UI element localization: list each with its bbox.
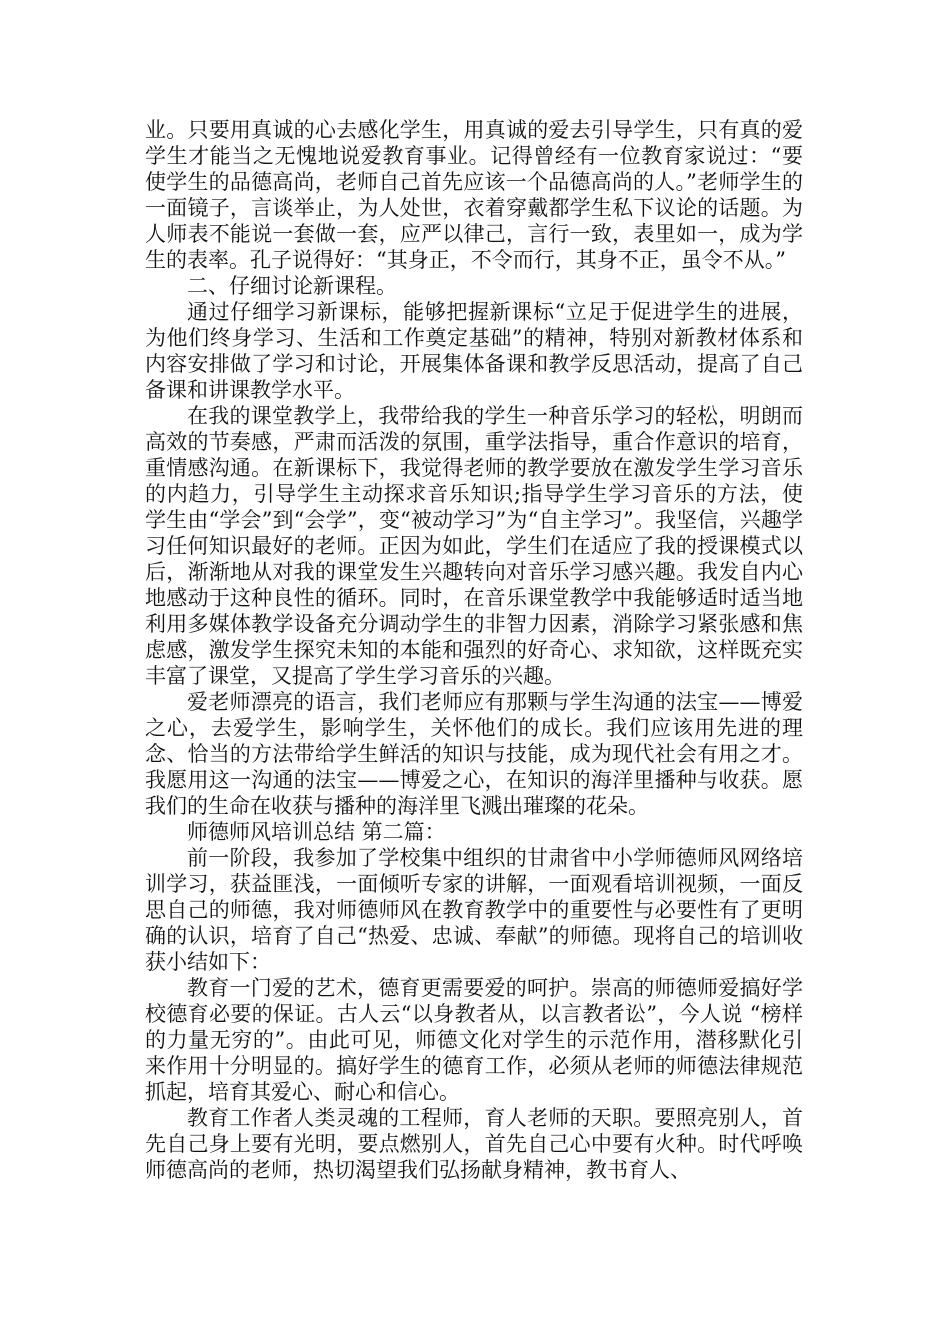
paragraph: 业。只要用真诚的心去感化学生，用真诚的爱去引导学生，只有真的爱学生才能当之无愧地说爱教育事业。记得曾经有一位教育家说过：“要使学生的品德高尚，老师自己首先应该一个品德高尚的人。”老师学生的一面镜子，言谈举止，为人处世，衣着穿戴都学生私下议论的话题。为人师表不能说一套做一套，应严以律己，言行一致，表里如一，成为学生的表率。孔子说得好：“其身正，不令而行，其身不正，虽令不从。”: [145, 118, 803, 272]
paragraph: 在我的课堂教学上，我带给我的学生一种音乐学习的轻松，明朗而高效的节奏感，严肃而活泼的氛围，重学法指导，重合作意识的培育，重情感沟通。在新课标下，我觉得老师的教学要放在激发学生学习音乐的内趋力，引导学生主动探求音乐知识;指导学生学习音乐的方法，使学生由“学会”到“会学”，变“被动学习”为“自主学习”。我坚信，兴趣学习任何知识最好的老师。正因为如此，学生们在适应了我的授课模式以后，渐渐地从对我的课堂发生兴趣转向对音乐学习感兴趣。我发自内心地感动于这种良性的循环。同时，在音乐课堂教学中我能够适时适当地利用多媒体教学设备充分调动学生的非智力因素，消除学习紧张感和焦虑感，激发学生探究未知的本能和强烈的好奇心、求知欲，这样既充实丰富了课堂，又提高了学生学习音乐的兴趣。: [145, 404, 803, 688]
paragraph: 前一阶段，我参加了学校集中组织的甘肃省中小学师德师风网络培训学习，获益匪浅，一面倾听专家的讲解，一面观看培训视频，一面反思自己的师德，我对师德师风在教育教学中的重要性与必要性有了更明确的认识，培育了自己“热爱、忠诚、奉献”的师德。现将自己的培训收获小结如下：: [145, 846, 803, 974]
paragraph: 通过仔细学习新课标，能够把握新课标“立足于促进学生的进展，为他们终身学习、生活和工作奠定基础”的精神，特别对新教材体系和内容安排做了学习和讨论，开展集体备课和教学反思活动，提高了自己备课和讲课教学水平。: [145, 300, 803, 402]
paragraph: 教育一门爱的艺术，德育更需要爱的呵护。崇高的师德师爱搞好学校德育必要的保证。古人云“以身教者从，以言教者讼”，今人说 “榜样的力量无穷的”。由此可见，师德文化对学生的示范作用，潜移默化引来作用十分明显的。搞好学生的德育工作，必须从老师的师德法律规范抓起，培育其爱心、耐心和信心。: [145, 976, 803, 1104]
section-heading: 二、仔细讨论新课程。: [187, 274, 397, 298]
section-heading: 师德师风培训总结 第二篇：: [187, 820, 446, 844]
paragraph: 教育工作者人类灵魂的工程师，育人老师的天职。要照亮别人，首先自己身上要有光明，要点燃别人，首先自己心中要有火种。时代呼唤师德高尚的老师，热切渴望我们弘扬献身精神，教书育人、: [145, 1106, 803, 1182]
paragraph: 爱老师漂亮的语言，我们老师应有那颗与学生沟通的法宝——博爱之心，去爱学生，影响学生，关怀他们的成长。我们应该用先进的理念、恰当的方法带给学生鲜活的知识与技能，成为现代社会有用之才。我愿用这一沟通的法宝——博爱之心，在知识的海洋里播种与收获。愿我们的生命在收获与播种的海洋里飞溅出璀璨的花朵。: [145, 690, 803, 818]
document-page: [145, 117, 803, 1183]
